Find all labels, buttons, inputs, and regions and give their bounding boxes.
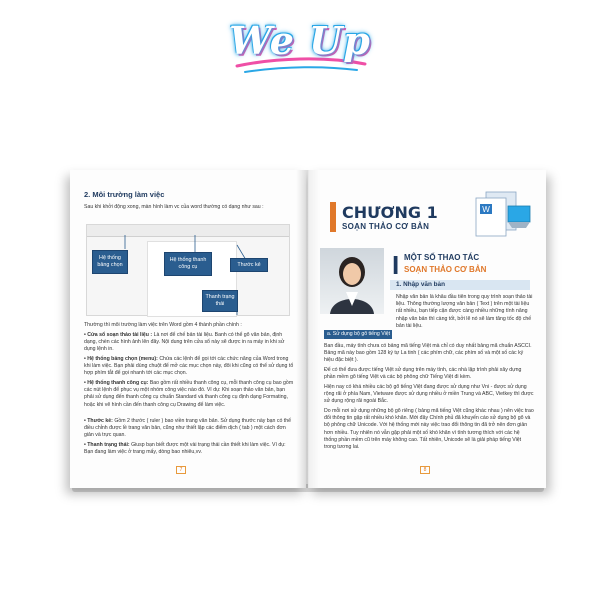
paragraph-3: Hiện nay có khá nhiều các bộ gõ tiếng Việt đang được sử dụng như Vni - được sử dụng rộng rãi ở phía Nam, Vietware được sử dụng nhiều ở miền Trung và ABC, Vietkey thì được sử dụng rộng rãi ngoài Bắc. <box>324 384 534 405</box>
callout-menu: Hệ thống bảng chọn <box>92 250 128 274</box>
bullet-5 <box>84 442 296 456</box>
open-book <box>70 170 546 502</box>
intro-text: Sau khi khởi động xong, màn hình làm vc của word thường có dạng như sau : <box>84 204 264 210</box>
bullet-3 <box>84 380 296 409</box>
svg-text:W: W <box>482 205 490 214</box>
section-heading: 2. Môi trường làm việc <box>84 190 165 199</box>
bullet-2-text: Chứa các lệnh để gọi tới các chức năng của Word trong khi làm việc. Bạn phải dùng chuột để mở các mục chọn này, đôi khi cũng có thể sử dụng tổ hợp phím tắt để gọi nhanh tới các mục chọn. <box>84 356 294 377</box>
chapter-accent-bar <box>330 202 336 232</box>
bullet-4-label: • Thước kẻ: <box>84 418 113 424</box>
logo-text: We Up <box>229 18 371 63</box>
section-title-1: MỘT SỐ THAO TÁC <box>404 253 480 262</box>
callout-status: Thanh trạng thái <box>202 290 238 312</box>
book-spine <box>296 170 320 488</box>
bullet-5-text: Giusp bạn biết được một vài trạng thái cần thiết khi làm việc. Ví dụ: Bạn đang làm việc ở trang mấy, dòng bao nhiêu,vv. <box>84 442 286 456</box>
callout-toolbar: Hệ thống thanh công cụ <box>164 252 212 276</box>
bullet-5-label: • Thanh trạng thái: <box>84 442 130 448</box>
woman-portrait-icon <box>320 248 384 314</box>
subheading: 1. Nhập văn bản <box>396 281 446 288</box>
bullet-1 <box>84 332 296 354</box>
page-number: 8 <box>420 466 430 474</box>
chapter-title: CHƯƠNG 1 <box>342 203 438 222</box>
brand-logo <box>225 8 375 80</box>
paragraph-1: Ban đầu, máy tính chưa có bảng mã tiếng Việt mà chỉ có duy nhất bảng mã chuẩn ASCCI. Bảng mã này bao gồm 128 ký tự La tinh ( các phím chữ, các phím số và một số các ký hiệu đặc biệt ). <box>324 343 532 364</box>
para-intro: Thường thì môi trường làm việc trên Word gồm 4 thành phần chính : <box>84 322 242 328</box>
bullet-4-text: Gồm 2 thước ( ruler ) bao viền trang văn bản. Sử dụng thước này bạn có thể điều chỉnh được lề trang văn bản, cũng như thiết lập các điểm dịch ( tab ) một cách đơn giản và trực quan. <box>84 418 292 439</box>
author-photo <box>320 248 384 314</box>
bullet-2-label: • Hệ thống bảng chọn (menu): <box>84 356 158 362</box>
documents-illustration-icon <box>468 188 534 240</box>
section-roman: I <box>392 250 400 280</box>
right-page <box>308 170 546 488</box>
bullet-3-text: Bao gồm rất nhiều thanh công cụ, mỗi thanh công cụ bao gồm các nút lệnh để phục vụ một nhóm công việc nào đó. Ví dụ: Khi soạn thảo văn bản, bạn phải sử dụng đến thanh công cụ chuẩn Standard và thanh công cụ định dạng Formating, hoặc khi vẽ hình cần đến thanh công cụ Drawing để làm việc. <box>84 380 294 408</box>
page-number: 7 <box>176 466 186 474</box>
section-title-2: SOẠN THẢO CƠ BẢN <box>404 265 487 274</box>
left-page <box>70 170 306 488</box>
bullet-2 <box>84 356 296 378</box>
subheading-text: Nhập văn bản là khâu đầu tiên trong quy trình soạn thảo tài liệu. Thông thường lượng văn bản ( Text ) trên một tài liệu rất nhiều, bạn tiếp cận được càng nhiều những tính năng nhập văn bản thì càng tốt, bởi lẽ nó sẽ làm tăng tốc độ chế bản tài liệu. <box>396 294 533 329</box>
bullet-1-label: • Cửa sổ soạn thảo tài liệu : <box>84 332 153 338</box>
paragraph-2: Để có thể đưa được tiếng Việt sử dụng trên máy tính, các nhà lập trình phải xây dựng phần mềm gõ tiếng Việt và các bộ phông chữ Tiếng Việt đi kèm. <box>324 367 522 381</box>
bullet-4 <box>84 418 296 440</box>
bullet-1-text: Là nơi để chế bản tài liệu. Banh có thể gõ văn bản, định dạng, chèn các hình ảnh lên đây. Nội dung trên cửa sổ này sẽ được in ra máy in khi sử dụng lệnh in. <box>84 332 285 353</box>
chapter-subtitle: SOẠN THẢO CƠ BẢN <box>342 222 430 231</box>
callout-ruler: Thước kẻ <box>230 258 268 272</box>
bullet-3-label: • Hệ thống thanh công cụ: <box>84 380 149 386</box>
subsection-chip: a. Sử dụng bộ gõ tiếng Việt <box>324 330 392 339</box>
paragraph-4: Do mỗi nơi sử dụng những bộ gõ riêng ( bảng mã tiếng Việt cũng khác nhau ) nên việc trao đổi thông tin gặp rất nhiều khó khăn. Mới đây Chính phủ đã khuyến cáo sử dụng bộ gõ và bộ phông chữ Unicode. Với hệ thống mới này việc trao đổi thông tin đã trở nên đơn giản hơn nhiều. Tuy nhiên nó vẫn gặp phải một số khó khăn vì tính tương thích với các hệ thống phần mềm cũ trên máy không cao. Tất nhiên, Unicode sẽ là giải pháp tiếng Việt trong tương lai. <box>324 408 534 451</box>
